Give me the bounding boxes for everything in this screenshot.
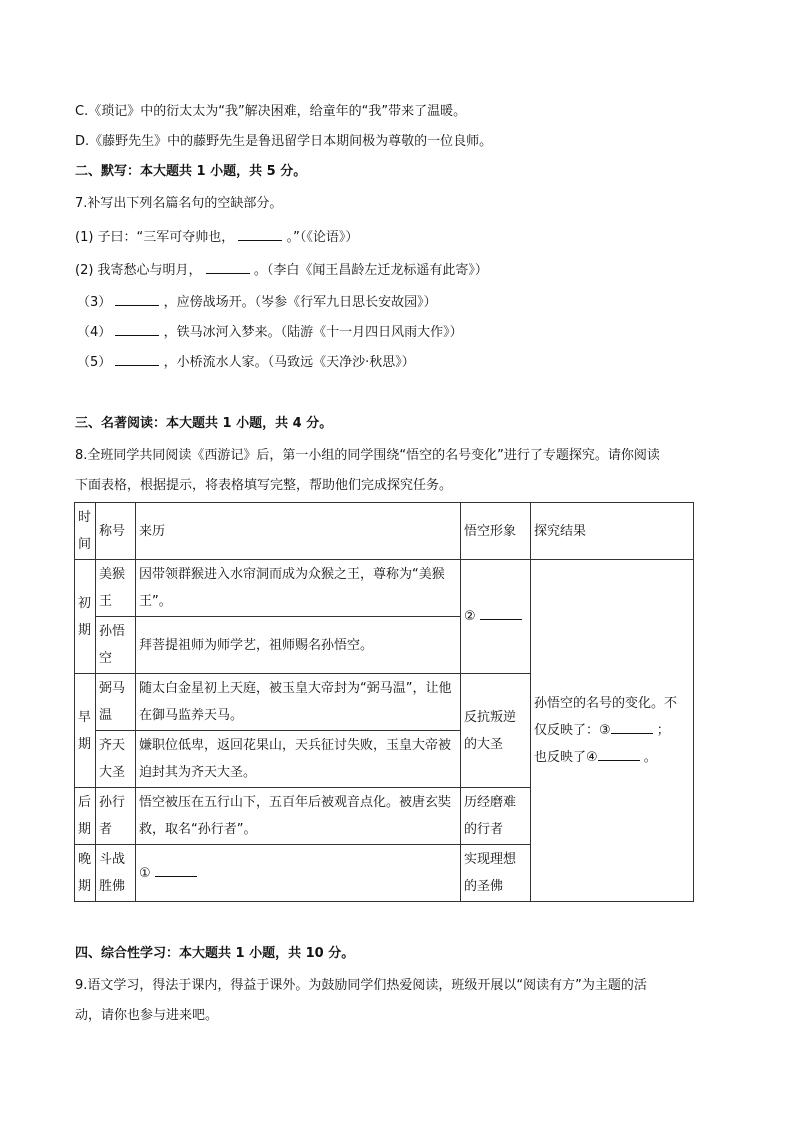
option-d: D.《藤野先生》中的藤野先生是鲁迅留学日本期间极为尊敬的一位良师。 [75, 134, 493, 149]
question-9-line-2: 动，请你也参与进来吧。 [75, 1008, 219, 1023]
period-early: 初期 [75, 560, 96, 674]
q7-item-3-number: （3） [77, 295, 112, 310]
row6-image: 实现理想的圣佛 [461, 845, 531, 902]
image-blank-2-label: ② [464, 609, 476, 624]
result-blank-4[interactable] [598, 746, 640, 761]
q7-item-2-blank[interactable] [206, 259, 250, 274]
row4-origin: 嫌职位低卑，返回花果山，天兵征讨失败，玉皇大帝被迫封其为齐天大圣。 [136, 731, 461, 788]
question-7: 7.补写出下列名篇名句的空缺部分。 [75, 196, 283, 211]
image-blank-2[interactable] [480, 605, 522, 620]
row3-origin: 随太白金星初上天庭，被玉皇大帝封为“弼马温”，让他在御马监养天马。 [136, 674, 461, 731]
table-row [75, 560, 694, 617]
question-8-line-1: 8.全班同学共同阅读《西游记》后，第一小组的同学围绕“悟空的名号变化”进行了专题探究。请你阅读 [75, 448, 660, 463]
row34-image: 反抗叛逆的大圣 [461, 674, 531, 788]
q7-item-5-number: （5） [77, 355, 112, 370]
result-line-2 [534, 717, 690, 744]
question-8-line-2: 下面表格，根据提示，将表格填写完整，帮助他们完成探究任务。 [75, 478, 453, 493]
option-c: C.《琐记》中的衍太太为“我”解决困难，给童年的“我”带来了温暖。 [75, 104, 467, 119]
period-early2: 早期 [75, 674, 96, 788]
q7-item-4-blank[interactable] [115, 321, 159, 336]
row6-origin [136, 845, 461, 902]
q7-item-4 [77, 321, 463, 343]
result-line-3 [534, 744, 690, 771]
q7-item-2-before: (2) 我寄愁心与明月， [75, 263, 202, 278]
question-9-line-1: 9.语文学习，得法于课内，得益于课外。为鼓励同学们热爱阅读，班级开展以“阅读有方”为主题的活 [75, 978, 647, 993]
row5-origin: 悟空被压在五行山下，五百年后被观音点化。被唐玄奘救，取名“孙行者”。 [136, 788, 461, 845]
q7-item-1 [75, 226, 358, 248]
result-line-3-text: 也反映了④ [534, 750, 598, 765]
header-origin: 来历 [136, 503, 461, 560]
period-final: 晚期 [75, 845, 96, 902]
q7-item-1-blank[interactable] [238, 226, 282, 241]
header-image: 悟空形象 [461, 503, 531, 560]
row3-name: 弼马温 [96, 674, 136, 731]
table-header-row [75, 503, 694, 560]
row2-name: 孙悟空 [96, 617, 136, 674]
row2-origin: 拜菩提祖师为师学艺，祖师赐名孙悟空。 [136, 617, 461, 674]
row6-name: 斗战胜佛 [96, 845, 136, 902]
exploration-table [74, 502, 694, 902]
row5-name: 孙行者 [96, 788, 136, 845]
q7-item-1-before: (1) 子曰：“三军可夺帅也， [75, 230, 235, 245]
row4-name: 齐天大圣 [96, 731, 136, 788]
header-time: 时间 [75, 503, 96, 560]
q7-item-5 [77, 351, 415, 373]
row1-origin: 因带领群猴进入水帘洞而成为众猴之王，尊称为“美猴王”。 [136, 560, 461, 617]
origin-blank-1-label: ① [139, 865, 151, 881]
header-name: 称号 [96, 503, 136, 560]
row1-name: 美猴王 [96, 560, 136, 617]
q7-item-3 [77, 291, 437, 313]
q7-item-2-after: 。（李白《闻王昌龄左迁龙标遥有此寄》） [253, 263, 488, 278]
q7-item-3-after: ，应傍战场开。（岑参《行军九日思长安故园》） [163, 295, 437, 310]
q7-item-5-after: ，小桥流水人家。（马致远《天净沙·秋思》） [163, 355, 415, 370]
origin-blank-1[interactable] [155, 862, 197, 877]
row5-image: 历经磨难的行者 [461, 788, 531, 845]
result-line-1: 孙悟空的名号的变化。不 [534, 696, 678, 711]
section-2-heading: 二、默写：本大题共 1 小题，共 5 分。 [75, 164, 307, 179]
q7-item-2 [75, 259, 488, 281]
result-line-2-end: ； [656, 723, 670, 738]
q7-item-1-after: 。”（《论语》） [286, 230, 359, 245]
result-line-3-end: 。 [643, 750, 657, 765]
result-cell [531, 560, 694, 902]
row12-image [461, 560, 531, 674]
q7-item-4-after: ，铁马冰河入梦来。（陆游《十一月四日风雨大作》） [163, 325, 463, 340]
period-late: 后期 [75, 788, 96, 845]
section-4-heading: 四、综合性学习：本大题共 1 小题，共 10 分。 [75, 946, 355, 961]
header-result: 探究结果 [531, 503, 694, 560]
q7-item-5-blank[interactable] [115, 351, 159, 366]
q7-item-4-number: （4） [77, 325, 112, 340]
result-line-2-text: 仅反映了：③ [534, 723, 611, 738]
result-blank-3[interactable] [611, 719, 653, 734]
section-3-heading: 三、名著阅读：本大题共 1 小题，共 4 分。 [75, 416, 333, 431]
q7-item-3-blank[interactable] [115, 291, 159, 306]
